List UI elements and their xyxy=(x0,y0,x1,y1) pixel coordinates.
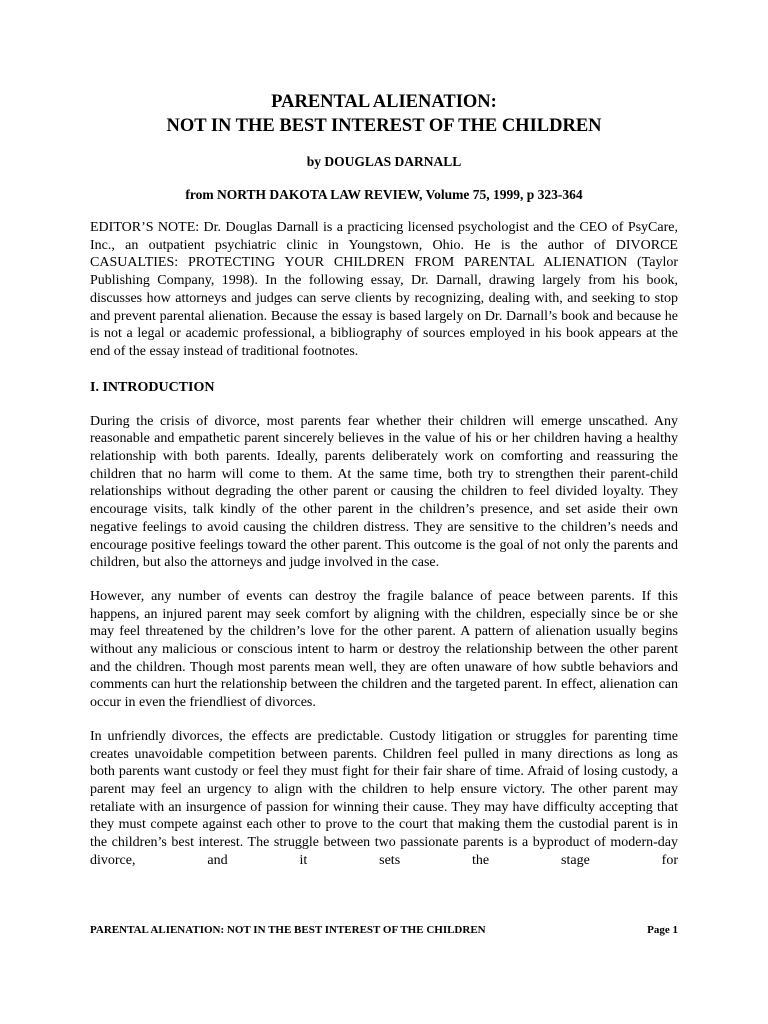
document-title xyxy=(90,90,678,138)
body-paragraph-2: However, any number of events can destroy the fragile balance of peace between parents. If this happens, an injured parent may seek comfort by aligning with the children, especially since be or she may feel threatened by the children’s love for the other parent. A pattern of alienation usually begins without any malicious or conscious intent to harm or destroy the relationship between the other parent and the children. Though most parents mean well, they are often unaware of how subtle behaviors and comments can hurt the relationship between the children and the targeted parent. In effect, alienation can occur in even the friendliest of divorces. xyxy=(90,588,678,711)
footer-page-number: Page 1 xyxy=(647,924,678,936)
author-byline: by DOUGLAS DARNALL xyxy=(306,154,462,169)
footer-running-title: PARENTAL ALIENATION: NOT IN THE BEST INTEREST OF THE CHILDREN xyxy=(90,924,486,936)
title-line-1: PARENTAL ALIENATION: xyxy=(271,92,497,112)
page-footer xyxy=(90,923,678,937)
editors-note-paragraph: EDITOR’S NOTE: Dr. Douglas Darnall is a practicing licensed psychologist and the CEO of PsyCare, Inc., an outpatient psychiatric clinic in Youngstown, Ohio. He is the author of DIVORCE CASUALTIES: PROTECTING YOUR CHILDREN FROM PARENTAL ALIENATION (Taylor Publishing Company, 1998). In the following essay, Dr. Darnall, drawing largely from his book, discusses how attorneys and judges can serve clients by recognizing, dealing with, and seeking to stop and prevent parental alienation. Because the essay is based largely on Dr. Darnall’s book and because he is not a legal or academic professional, a bibliography of sources employed in his book appears at the end of the essay instead of traditional footnotes. xyxy=(90,220,678,359)
page-content xyxy=(90,90,678,870)
section-heading: I. INTRODUCTION xyxy=(90,379,215,395)
source-citation: from NORTH DAKOTA LAW REVIEW, Volume 75, 1999, p 323-364 xyxy=(185,187,583,202)
title-line-2: NOT IN THE BEST INTEREST OF THE CHILDREN xyxy=(166,116,602,136)
body-paragraph-3: In unfriendly divorces, the effects are predictable. Custody litigation or struggles for parenting time creates unavoidable competition between parents. Children feel pulled in many directions as long as both parents want custody or feel they must fight for their fair share of time. Afraid of losing custody, a parent may feel an urgency to align with the children to help ensure victory. The other parent may retaliate with an insurgence of passion for winning their cause. They may have difficulty accepting that they must compete against each other to prove to the court that making them the custodial parent is in the children’s best interest. The struggle between two passionate parents is a byproduct of modern-day divorce, and it sets the stage for xyxy=(90,728,678,868)
body-paragraph-1: During the crisis of divorce, most parents fear whether their children will emerge unscathed. Any reasonable and empathetic parent sincerely believes in the value of his or her children having a healthy relationship with both parents. Ideally, parents deliberately work on comforting and reassuring the children that no harm will come to them. At the same time, both try to strengthen their parent-child relationships without degrading the other parent or causing the children to feel divided loyalty. They encourage visits, talk kindly of the other parent in the children’s presence, and set aside their own negative feelings to avoid causing the children distress. They are sensitive to the children’s needs and encourage positive feelings toward the other parent. This outcome is the goal of not only the parents and children, but also the attorneys and judge involved in the case. xyxy=(90,413,678,571)
